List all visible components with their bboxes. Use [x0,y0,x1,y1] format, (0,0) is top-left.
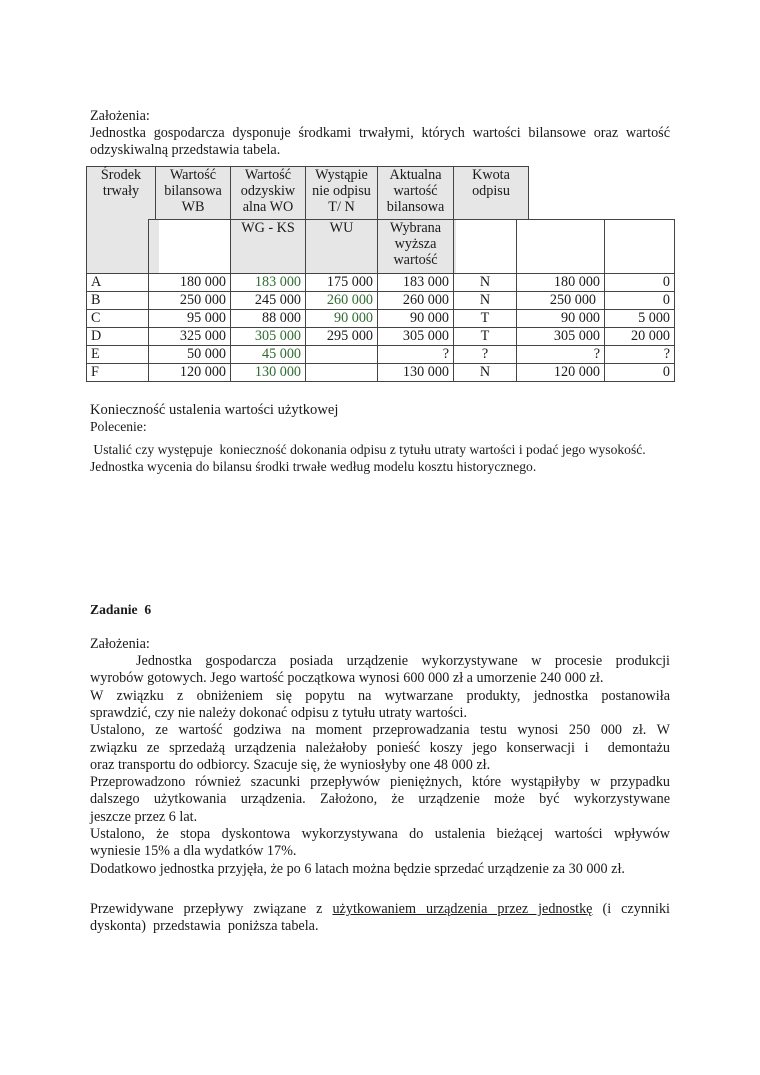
note-text: Konieczność ustalenia wartości użytkowej [90,402,339,418]
table-cell-current: 305 000 [516,327,605,346]
table-cell-amount: 20 000 [604,327,675,346]
description-line: Dodatkowo jednostka przyjęła, że po 6 latach można będzie sprzedać urządzenie za 30 000 zł. [90,860,625,877]
table-cell-wg-ks: 130 000 [230,363,306,382]
intro-text-line-2: odzyskiwalną przedstawia tabela. [90,142,281,158]
table-cell-asset: F [86,363,149,382]
table-cell-current: ? [516,345,605,364]
table-cell-asset: C [86,309,149,328]
table-cell-wu: 175 000 [305,273,378,292]
table-cell-asset: B [86,291,149,310]
header-cell-fair-value-less-costs: WG - KS [230,219,306,274]
table-cell-wb: 95 000 [148,309,231,328]
table-cell-wb: 250 000 [148,291,231,310]
table-cell-wg-ks: 183 000 [230,273,306,292]
table-cell-impairment: N [453,363,517,382]
table-cell-wu: 295 000 [305,327,378,346]
table-cell-impairment: T [453,309,517,328]
table-cell-current: 120 000 [516,363,605,382]
table-cell-wg-ks: 305 000 [230,327,306,346]
table-cell-wg-ks: 245 000 [230,291,306,310]
table-cell-asset: D [86,327,149,346]
table-cell-amount: 5 000 [604,309,675,328]
table-cell-asset: A [86,273,149,292]
task-text-line-1: Ustalić czy występuje konieczność dokonania odpisu z tytułu utraty wartości i podać jego wysokość. [90,442,646,457]
table-cell-current: 250 000 [516,291,605,310]
flows-text-line-1: Przewidywane przepływy związane z użytkowaniem urządzenia przez jednostkę (i czynniki [90,901,670,917]
header-cell-asset: Środek trwały [86,166,156,220]
table-cell-chosen: 90 000 [377,309,454,328]
task-label: Polecenie: [90,419,147,434]
header-row2-empty [604,219,675,274]
header-row2-empty [148,219,231,274]
table-cell-chosen: 130 000 [377,363,454,382]
table-cell-current: 90 000 [516,309,605,328]
table-cell-wb: 120 000 [148,363,231,382]
description-line: wyniesie 15% a dla wydatków 17%. [90,843,297,860]
table-cell-current: 180 000 [516,273,605,292]
table-cell-wu [305,363,378,382]
table-cell-chosen: ? [377,345,454,364]
header-cell-chosen-higher-value: Wybrana wyższa wartość [377,219,454,274]
table-cell-wu [305,345,378,364]
description-line: wyrobów gotowych. Jego wartość początkowa wynosi 600 000 zł a umorzenie 240 000 zł. [90,670,604,687]
table-cell-impairment: T [453,327,517,346]
table-cell-chosen: 305 000 [377,327,454,346]
header-cell-current-book-value: Aktualna wartość bilansowa [377,166,454,220]
description-line: W związku z obniżeniem się popytu na wytwarzane produkty, jednostka postanowiła [90,687,670,704]
header-row2-spacer [86,219,149,274]
assumptions-label-2: Założenia: [90,636,150,652]
description-line: oraz transportu do odbiorcy. Szacuje się, że wyniosłyby one 48 000 zł. [90,756,491,773]
table-cell-amount: 0 [604,273,675,292]
task-6-title: Zadanie 6 [90,602,152,617]
header-row2-empty [516,219,605,274]
header-cell-impairment-amount: Kwota odpisu [453,166,529,220]
table-cell-wg-ks: 45 000 [230,345,306,364]
table-cell-impairment: ? [453,345,517,364]
description-line: dalszego użytkowania urządzenia. Założono, że urządzenie może być wykorzystywane [90,791,670,808]
table-cell-wg-ks: 88 000 [230,309,306,328]
table-cell-wb: 180 000 [148,273,231,292]
header-cell-book-value: Wartość bilansowa WB [155,166,231,220]
intro-text-line-1: Jednostka gospodarcza dysponuje środkami trwałymi, których wartości bilansowe oraz wartość [90,125,670,141]
table-cell-amount: 0 [604,291,675,310]
assumptions-label: Założenia: [90,108,150,124]
flows-text-line-2: dyskonta) przedstawia poniższa tabela. [90,918,319,934]
description-line: Przeprowadzono również szacunki przepływów pieniężnych, które wystąpiłyby w przypadku [90,774,670,791]
header-row2-empty [453,219,517,274]
table-cell-amount: 0 [604,363,675,382]
header-cell-recoverable-value: Wartość odzyskiw alna WO [230,166,306,220]
table-cell-impairment: N [453,273,517,292]
table-cell-wu: 260 000 [305,291,378,310]
description-line: sprawdzić, czy nie należy dokonać odpisu z tytułu utraty wartości. [90,704,468,721]
table-cell-chosen: 260 000 [377,291,454,310]
table-cell-wb: 50 000 [148,345,231,364]
header-cell-value-in-use: WU [305,219,378,274]
table-cell-asset: E [86,345,149,364]
description-line: Ustalono, ze wartość godziwa na moment przeprowadzania testu wynosi 250 000 zł. W [90,722,670,739]
table-cell-chosen: 183 000 [377,273,454,292]
table-cell-amount: ? [604,345,675,364]
description-line: Ustalono, że stopa dyskontowa wykorzystywana do ustalenia bieżącej wartości wpływów [90,826,670,842]
table-cell-wb: 325 000 [148,327,231,346]
table-cell-impairment: N [453,291,517,310]
description-line: związku ze sprzedażą urządzenia należałoby ponieść koszy jego konserwacji i demontażu [90,739,670,756]
task-text-line-2: Jednostka wycenia do bilansu środki trwałe według modelu kosztu historycznego. [90,459,537,474]
table-cell-wu: 90 000 [305,309,378,328]
header-cell-impairment-occurs: Wystąpie nie odpisu T/ N [305,166,378,220]
description-line: jeszcze przez 6 lat. [90,808,198,825]
description-line: Jednostka gospodarcza posiada urządzenie wykorzystywane w procesie produkcji [136,653,670,669]
